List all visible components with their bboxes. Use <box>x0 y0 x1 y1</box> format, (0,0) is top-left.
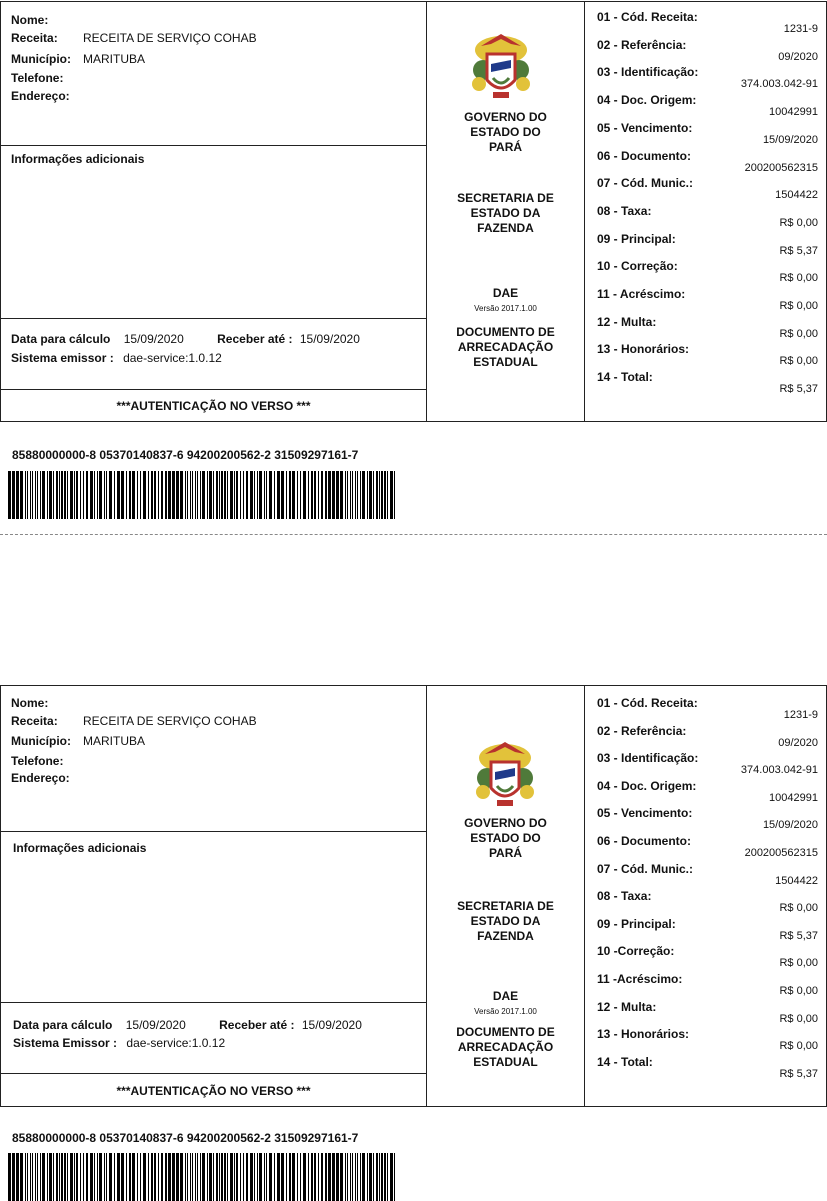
field-value: R$ 0,00 <box>779 216 818 229</box>
dae-form-1 <box>0 0 826 534</box>
field-value: 374.003.042-91 <box>740 78 818 91</box>
receita-value: RECEITA DE SERVIÇO COHAB <box>83 31 257 45</box>
field-value: R$ 5,37 <box>779 1067 818 1080</box>
field-label: 07 - Cód. Munic.: <box>597 861 693 876</box>
sec-line-3: FAZENDA <box>477 929 534 943</box>
telefone-label: Telefone: <box>11 71 64 85</box>
field-label: 02 - Referência: <box>597 37 687 52</box>
field-value: 1231-9 <box>783 23 818 35</box>
data-calculo-label: Data para cálculo <box>13 1018 113 1032</box>
field-label: 08 - Taxa: <box>597 889 652 904</box>
fields-box <box>584 685 827 1107</box>
field-label: 06 - Documento: <box>597 148 692 163</box>
nome-label: Nome: <box>11 696 49 710</box>
sec-line-2: ESTADO DA <box>470 914 541 928</box>
field-label: 12 - Multa: <box>597 999 657 1014</box>
doc-line-3: ESTADUAL <box>473 1055 538 1069</box>
receber-ate-value: 15/09/2020 <box>299 332 360 346</box>
doc-line-1: DOCUMENTO DE <box>456 325 555 339</box>
field-label: 14 - Total: <box>597 1054 653 1069</box>
field-value: R$ 0,00 <box>779 985 818 997</box>
auth-box <box>0 389 427 422</box>
field-value: R$ 0,00 <box>779 300 818 312</box>
info-label: Informações adicionais <box>13 841 147 855</box>
gov-line-3: PARÁ <box>488 846 523 860</box>
sistema-emissor-label: Sistema Emissor : <box>13 1036 118 1050</box>
receita-value: RECEITA DE SERVIÇO COHAB <box>83 714 257 728</box>
version-text: Versão 2017.1.00 <box>474 304 537 313</box>
field-value: 09/2020 <box>778 736 818 749</box>
field-label: 12 - Multa: <box>597 314 657 329</box>
field-label: 05 - Vencimento: <box>597 120 693 135</box>
dae-title: DAE <box>492 286 519 300</box>
municipio-label: Município: <box>11 734 71 748</box>
field-value: 10042991 <box>769 791 818 804</box>
sec-line-1: SECRETARIA DE <box>457 899 554 913</box>
version-text: Versão 2017.1.00 <box>474 1007 537 1016</box>
field-label: 01 - Cód. Receita: <box>597 10 698 24</box>
sistema-emissor-label: Sistema emissor : <box>11 351 114 365</box>
municipio-label: Município: <box>11 52 71 66</box>
sec-line-2: ESTADO DA <box>470 206 541 220</box>
field-label: 11 - Acréscimo: <box>597 287 686 301</box>
dae-title: DAE <box>492 989 519 1003</box>
field-label: 03 - Identificação: <box>597 751 699 766</box>
sec-line-3: FAZENDA <box>477 221 534 235</box>
field-label: 05 - Vencimento: <box>597 806 693 821</box>
cut-line <box>0 534 827 535</box>
field-label: 04 - Doc. Origem: <box>597 778 697 793</box>
gov-line-1: GOVERNO DO <box>464 110 547 124</box>
info-label: Informações adicionais <box>11 152 145 166</box>
barcode-image <box>8 471 398 519</box>
field-value: 09/2020 <box>778 50 818 63</box>
field-value: 200200562315 <box>744 847 818 859</box>
data-calculo-label: Data para cálculo <box>11 332 111 346</box>
payer-box <box>0 1 427 146</box>
nome-label: Nome: <box>11 13 49 27</box>
auth-text: ***AUTENTICAÇÃO NO VERSO *** <box>116 399 311 413</box>
barcode-number-line: 85880000000-8 05370140837-6 94200200562-2 31509297161-7 <box>12 448 359 462</box>
doc-line-1: DOCUMENTO DE <box>456 1025 555 1039</box>
field-label: 06 - Documento: <box>597 834 692 848</box>
field-value: 200200562315 <box>744 161 818 174</box>
auth-box <box>0 1073 427 1107</box>
field-label: 01 - Cód. Receita: <box>597 696 698 710</box>
endereco-label: Endereço: <box>11 89 70 103</box>
sec-line-1: SECRETARIA DE <box>457 191 554 205</box>
field-value: R$ 0,00 <box>779 272 818 285</box>
dae-form-2 <box>0 685 826 1200</box>
payer-box <box>0 685 427 832</box>
field-label: 14 - Total: <box>597 370 653 385</box>
receber-ate-value: 15/09/2020 <box>301 1018 362 1032</box>
field-label: 13 - Honorários: <box>597 1027 690 1042</box>
municipio-value: MARITUBA <box>83 52 146 66</box>
field-value: R$ 5,37 <box>779 244 818 257</box>
telefone-label: Telefone: <box>11 754 64 768</box>
field-label: 02 - Referência: <box>597 723 687 738</box>
endereco-label: Endereço: <box>11 771 70 785</box>
field-value: R$ 0,00 <box>779 1040 818 1053</box>
field-label: 10 -Correção: <box>597 944 675 959</box>
field-label: 08 - Taxa: <box>597 203 652 218</box>
receita-label: Receita: <box>11 31 58 45</box>
field-value: 15/09/2020 <box>762 133 818 146</box>
data-calculo-value: 15/09/2020 <box>123 332 184 346</box>
field-label: 10 - Correção: <box>597 259 678 274</box>
gov-line-2: ESTADO DO <box>470 831 541 845</box>
field-value: R$ 0,00 <box>779 1012 818 1025</box>
field-value: R$ 0,00 <box>779 355 818 368</box>
gov-line-1: GOVERNO DO <box>464 816 547 830</box>
barcode-number-line: 85880000000-8 05370140837-6 94200200562-2 31509297161-7 <box>12 1131 359 1145</box>
field-label: 07 - Cód. Munic.: <box>597 176 693 191</box>
field-value: 374.003.042-91 <box>740 764 818 777</box>
info-box <box>0 831 427 1003</box>
auth-text: ***AUTENTICAÇÃO NO VERSO *** <box>116 1084 311 1098</box>
sistema-emissor-value: dae-service:1.0.12 <box>126 1036 226 1050</box>
coat-of-arms-logo <box>467 30 535 102</box>
gov-line-3: PARÁ <box>488 140 523 154</box>
barcode-image <box>8 1153 398 1201</box>
receita-label: Receita: <box>11 714 58 728</box>
doc-line-3: ESTADUAL <box>473 355 538 369</box>
field-value: 1504422 <box>775 874 818 887</box>
field-label: 03 - Identificação: <box>597 65 699 80</box>
field-value: 10042991 <box>769 106 818 119</box>
field-value: R$ 0,00 <box>779 327 818 340</box>
field-value: 1504422 <box>775 189 818 202</box>
field-label: 04 - Doc. Origem: <box>597 93 697 108</box>
calc-box <box>0 318 427 390</box>
field-value: R$ 0,00 <box>779 957 818 970</box>
doc-line-2: ARRECADAÇÃO <box>457 1040 554 1054</box>
field-value: 15/09/2020 <box>762 819 818 832</box>
receber-ate-label: Receber até : <box>219 1018 295 1032</box>
doc-line-2: ARRECADAÇÃO <box>457 340 554 354</box>
field-label: 13 - Honorários: <box>597 342 690 357</box>
gov-line-2: ESTADO DO <box>470 125 541 139</box>
municipio-value: MARITUBA <box>83 734 146 748</box>
field-value: R$ 5,37 <box>779 383 818 396</box>
fields-box <box>584 1 827 422</box>
info-box <box>0 145 427 319</box>
calc-box <box>0 1002 427 1074</box>
field-value: R$ 0,00 <box>779 902 818 915</box>
receber-ate-label: Receber até : <box>217 332 293 346</box>
center-box <box>426 685 585 1107</box>
field-label: 09 - Principal: <box>597 916 676 931</box>
field-value: R$ 5,37 <box>779 929 818 942</box>
sistema-emissor-value: dae-service:1.0.12 <box>123 351 222 365</box>
field-value: 1231-9 <box>783 709 818 721</box>
field-label: 09 - Principal: <box>597 231 676 246</box>
data-calculo-value: 15/09/2020 <box>125 1018 186 1032</box>
center-box <box>426 1 585 422</box>
coat-of-arms-logo <box>471 738 539 810</box>
field-label: 11 -Acréscimo: <box>597 972 683 986</box>
